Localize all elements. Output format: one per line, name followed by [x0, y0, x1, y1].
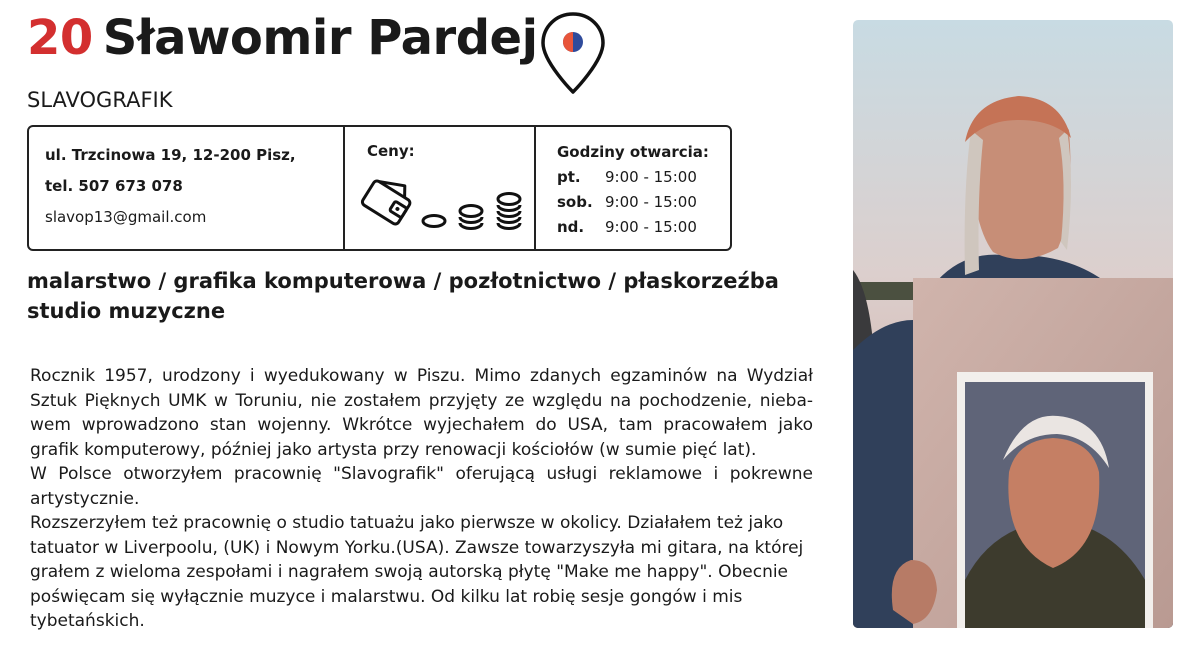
specialties-line: malarstwo / grafika komputerowa / pozłotnictwo / płaskorzeźba [27, 269, 779, 293]
bio-paragraph: Rocznik 1957, urodzony i wyedukowany w Piszu. Mimo zdanych egzaminów na Wydział Sztuk Pięknych UMK w Toruniu, nie zostałem przyjęty ze względu na pochodzenie, nieba-wem wprowadzono stan wojenny. Wkrótce wyjechałem do USA, tam pracowałem jako grafik komputerowy, później jako artysta przy renowacji kościołów (w sumie pięć lat). [30, 366, 813, 460]
hours-row [557, 190, 709, 215]
price-icons [359, 177, 529, 235]
hours-title: Godziny otwarcia: [557, 143, 709, 161]
hours-day: pt. [557, 168, 581, 186]
specialties-line: studio muzyczne [27, 299, 226, 323]
hours-time: 9:00 - 15:00 [605, 193, 697, 211]
bio-paragraph: W Polsce otworzyłem pracownię "Slavografik" oferującą usługi reklamowe i pokrewne artystycznie. [30, 464, 813, 509]
coin-single-icon [423, 216, 445, 227]
coin-stack-icon [460, 206, 482, 229]
prices-section [367, 139, 529, 235]
specialties [27, 266, 827, 326]
location-pin-icon [538, 10, 608, 96]
hours-row [557, 215, 709, 240]
email: slavop13@gmail.com [45, 208, 207, 226]
page-title [27, 6, 538, 70]
studio-name: SLAVOGRAFIK [27, 88, 173, 112]
divider [534, 127, 536, 249]
address: ul. Trzcinowa 19, 12-200 Pisz, [45, 146, 296, 164]
entry-number: 20 [27, 10, 93, 66]
bio-paragraph: Rozszerzyłem też pracownię o studio tatuażu jako pierwsze w okolicy. Działałem też jako tatuator w Liverpoolu, (UK) i Nowym Yorku.(USA). Zawsze towarzyszyła mi gitara, na której grałem z wieloma zespołami i nagrałem swoją autorską płytę "Make me happy". Obecnie poświęcam się wyłącznie muzyce i malarstwu. Od kilku lat robię sesje gongów i mis tybetańskich. [30, 513, 804, 631]
artist-photo [853, 20, 1173, 628]
contact-info [45, 143, 296, 236]
hours-time: 9:00 - 15:00 [605, 168, 697, 186]
biography [30, 364, 813, 634]
coin-stack-large-icon [498, 194, 520, 229]
hours-day: sob. [557, 193, 593, 211]
wallet-icon [361, 177, 417, 225]
hours-time: 9:00 - 15:00 [605, 218, 697, 236]
info-box [27, 125, 732, 251]
hours-day: nd. [557, 218, 585, 236]
prices-label: Ceny: [367, 142, 415, 160]
divider [343, 127, 345, 249]
phone: tel. 507 673 078 [45, 177, 183, 195]
artist-name: Sławomir Pardej [102, 10, 538, 66]
hours-row [557, 165, 709, 190]
opening-hours [557, 139, 709, 240]
